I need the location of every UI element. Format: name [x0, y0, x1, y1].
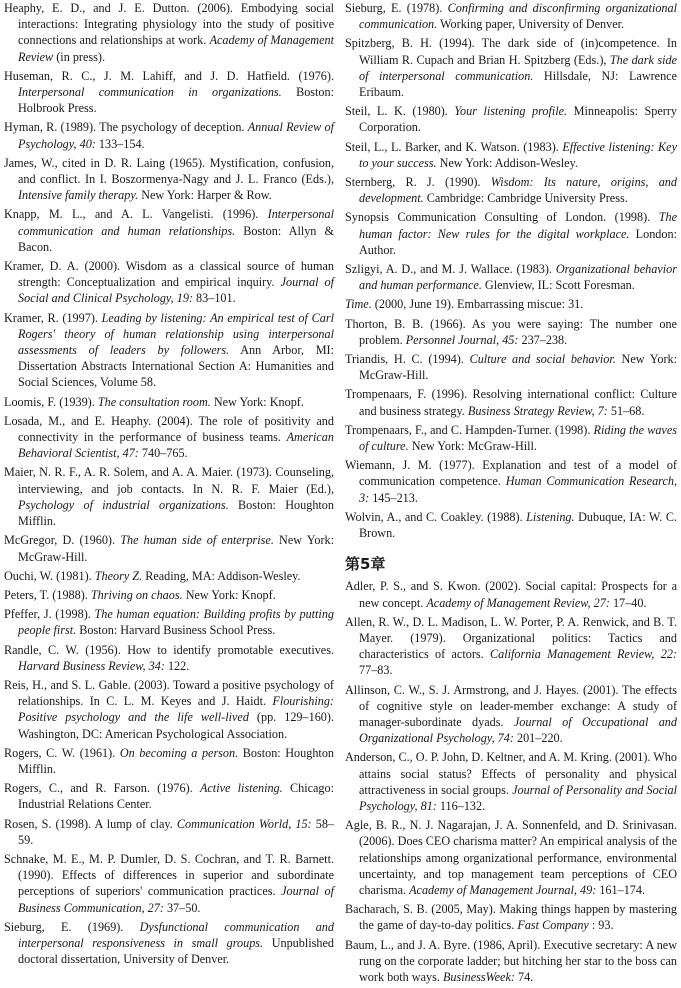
reference-entry [4, 780, 334, 812]
reference-text: Allinson, C. W., S. J. Armstrong, and J. Hayes. (2001). The effects of cognitive style on leader-member exchange: A study of manager-subordinate dyads. [345, 682, 677, 729]
reference-text: New York: Addison-Wesley. [436, 155, 578, 170]
reference-list-continued [345, 0, 677, 541]
reference-title: Listening. [526, 509, 575, 524]
reference-title: California Management Review, 22: [490, 647, 677, 662]
reference-text: Schnake, M. E., M. P. Dumler, D. S. Cochran, and T. R. Barnett. (1990). Effects of differences in superior and subordinate perceptions of superiors' communication practices. [4, 851, 334, 899]
reference-text: New York: Knopf. [210, 394, 304, 409]
reference-entry [4, 816, 334, 848]
reference-text: Pfeffer, J. (1998). [4, 607, 95, 622]
reference-text: Ouchi, W. (1981). [4, 568, 95, 583]
reference-title: Journal of Social and Clinical Psychology, 19: [18, 275, 334, 306]
reference-text: 83–101. [193, 291, 236, 306]
reference-entry [345, 261, 677, 293]
reference-text: Chicago: Industrial Relations Center. [18, 781, 334, 812]
reference-entry [4, 258, 334, 307]
reference-text: New York: McGraw-Hill. [18, 533, 334, 564]
reference-text: Reis, H., and S. L. Gable. (2003). Toward a positive psychology of relationships. In C. L. M. Keyes and J. Haidt. [4, 677, 334, 709]
reference-text: New York: McGraw-Hill. [359, 352, 677, 383]
right-column [345, 0, 677, 988]
reference-entry [345, 103, 677, 135]
reference-title: Human Communication Research, 3: [359, 474, 677, 505]
reference-text: Bacharach, S. B. (2005, May). Making things happen by mastering the game of day-to-day politics. [345, 902, 677, 933]
reference-text: Minneapolis: Sperry Corporation. [359, 104, 677, 135]
reference-title: Communication World, 15: [176, 816, 312, 831]
reference-entry [4, 119, 334, 151]
reference-entry [345, 937, 677, 986]
reference-text: Unpublished doctoral dissertation, University of Denver. [18, 935, 334, 967]
chapter-heading: 第5章 [345, 555, 386, 574]
reference-text: Peters, T. (1988). [4, 587, 91, 602]
reference-text: Baum, L., and J. A. Byre. (1986, April). Executive secretary: A new rung on the corporate ladder; but hitching her star to the boss can work both ways. [345, 937, 677, 984]
reference-text: 145–213. [369, 490, 418, 505]
reference-title: Theory Z. [94, 568, 143, 583]
reference-text: New York: McGraw-Hill. [408, 439, 537, 454]
reference-text: 237–238. [518, 332, 568, 347]
reference-title: The dark side of interpersonal communication. [359, 52, 677, 83]
reference-title: Academy of Management Review, 27: [426, 595, 610, 610]
reference-title: Personnel Journal, 45: [405, 332, 519, 347]
reference-entry [4, 919, 334, 968]
reference-text: 58–59. [18, 816, 335, 847]
reference-text: Losada, M., and E. Heaphy. (2004). The role of positivity and connectivity in the performance of business teams. [4, 413, 334, 445]
reference-entry [345, 209, 677, 258]
reference-title: Interpersonal communication and human relationships. [18, 207, 334, 238]
reference-text: Thorton, B. B. (1966). As you were saying: The number one problem. [345, 316, 677, 347]
reference-text: 51–68. [607, 403, 645, 418]
reference-title: Journal of Occupational and Organizational Psychology, 74: [359, 714, 677, 746]
reference-text: Randle, C. W. (1956). How to identify promotable executives. [4, 642, 334, 657]
reference-title: Fast Company [517, 918, 589, 933]
reference-text: Kramer, R. (1997). [4, 310, 102, 325]
reference-entry [345, 901, 677, 933]
reference-text: Knapp, M. L., and A. L. Vangelisti. (1996). [4, 207, 268, 222]
reference-entry [345, 457, 677, 506]
reference-text: New York: Knopf. [182, 587, 276, 602]
reference-text: (in press). [53, 49, 105, 64]
reference-entry [4, 745, 334, 777]
reference-text: Hyman, R. (1989). The psychology of deception. [4, 120, 248, 135]
reference-text: 122. [164, 658, 190, 673]
reference-text: : 93. [588, 918, 614, 933]
reference-entry [4, 155, 334, 204]
reference-entry [4, 413, 334, 462]
reference-entry [4, 68, 334, 117]
reference-entry [345, 817, 677, 898]
reference-text: Boston: Allyn & Bacon. [18, 223, 334, 254]
reference-entry [345, 296, 677, 312]
reference-text: Sieburg, E. (1969). [4, 919, 140, 934]
reference-text: Sternberg, R. J. (1990). [345, 175, 491, 190]
reference-title: Annual Review of Psychology, 40: [18, 120, 335, 151]
reference-text: 740–765. [138, 446, 188, 461]
reference-title: The human equation: Building profits by putting people first. [18, 607, 335, 638]
reference-text: Kramer, D. A. (2000). Wisdom as a classical source of human strength: Conceptualization and empirical inquiry. [4, 259, 334, 290]
reference-entry [4, 464, 334, 529]
reference-text: Steil, L., L. Barker, and K. Watson. (1983). [345, 139, 563, 154]
reference-title: Psychology of industrial organizations. [18, 497, 229, 512]
reference-entry [345, 139, 677, 171]
reference-text: Rogers, C. W. (1961). [4, 745, 120, 760]
reference-title: Dysfunctional communication and interpersonal responsiveness in small groups. [18, 919, 334, 950]
reference-title: Leading by listening: An empirical test of Carl Rogers' theory of human relationship using interpersonal assessments of leaders by followers. [18, 310, 334, 358]
reference-entry [4, 851, 334, 916]
reference-text: 133–154. [95, 136, 145, 151]
reference-title: On becoming a person. [119, 745, 239, 760]
reference-text: Working paper, University of Denver. [437, 17, 625, 32]
reference-entry [4, 206, 334, 255]
reference-text: Adler, P. S., and S. Kwon. (2002). Social capital: Prospects for a new concept. [345, 579, 677, 610]
reference-title: Time. [345, 297, 372, 312]
reference-text: James, W., cited in D. R. Laing (1965). Mystification, confusion, and conflict. In I. Boszormenya-Nagy and J. L. Franco (Eds.), [4, 155, 334, 187]
reference-text: Boston: Houghton Mifflin. [18, 745, 335, 776]
reference-title: Your listening profile. [454, 104, 568, 119]
reference-text: Reading, MA: Addison-Wesley. [142, 568, 301, 583]
reference-text: (2000, June 19). Embarrassing miscue: 31. [371, 297, 584, 312]
reference-text: Allen, R. W., D. L. Madison, L. W. Porter, P. A. Renwick, and B. T. Mayer. (1979). Organizational politics: Tactics and characteristics of actors. [345, 614, 677, 662]
reference-entry [345, 0, 677, 32]
reference-entry [345, 386, 677, 418]
reference-text: Agle, B. R., N. J. Nagarajan, J. A. Sonnenfeld, and D. Srinivasan. (2006). Does CEO charisma matter? An empirical analysis of the relationships among organizational performance, environmental uncertainty, and top management team perceptions of CEO charisma. [345, 818, 677, 897]
reference-entry [345, 174, 677, 206]
reference-text: 77–83. [359, 663, 393, 678]
reference-title: Effective listening: Key to your success. [359, 139, 677, 170]
reference-text: Cambridge: Cambridge University Press. [423, 191, 628, 206]
reference-entry [4, 677, 334, 742]
left-column [4, 0, 334, 970]
reference-text: Steil, L. K. (1980). [345, 104, 455, 119]
reference-title: Riding the waves of culture. [359, 422, 677, 454]
reference-entry [4, 0, 334, 65]
reference-title: Confirming and disconfirming organizational communication. [359, 1, 677, 32]
reference-title: Active listening. [199, 781, 283, 796]
reference-title: Journal of Personality and Social Psychology, 81: [359, 782, 677, 813]
reference-text: Dubuque, IA: W. C. Brown. [359, 509, 678, 541]
reference-entry [345, 578, 677, 610]
reference-entry [345, 316, 677, 348]
reference-text: Boston: Houghton Mifflin. [18, 497, 334, 529]
reference-entry [345, 509, 677, 541]
reference-text: Sieburg, E. (1978). [345, 1, 448, 15]
reference-title: Harvard Business Review, 34: [18, 658, 165, 673]
reference-title: Business Strategy Review, 7: [467, 403, 608, 418]
reference-text: (pp. 129–160). Washington, DC: American Psychological Association. [18, 710, 334, 741]
reference-title: American Behavioral Scientist, 47: [18, 430, 334, 461]
reference-title: Wisdom: Its nature, origins, and development. [359, 175, 677, 206]
reference-entry [4, 568, 334, 584]
reference-text: Wolvin, A., and C. Coakley. (1988). [345, 509, 527, 524]
reference-text: Glenview, IL: Scott Foresman. [481, 278, 635, 293]
reference-text: Rogers, C., and R. Farson. (1976). [4, 781, 200, 796]
reference-entry [345, 614, 677, 679]
reference-text: 201–220. [513, 731, 563, 746]
reference-text: London: Author. [359, 226, 677, 257]
reference-text: Maier, N. R. F., A. R. Solem, and A. A. Maier. (1973). Counseling, interviewing, and job contacts. In N. R. F. Maier (Ed.), [4, 465, 334, 496]
reference-text: Ann Arbor, MI: Dissertation Abstracts International Section A: Humanities and Social Sciences, Volume 58. [18, 343, 334, 390]
reference-text: 17–40. [609, 595, 647, 610]
reference-text: 161–174. [596, 882, 646, 897]
reference-list-chapter-5 [345, 578, 677, 985]
reference-title: Culture and social behavior. [469, 352, 616, 367]
reference-text: 74. [514, 969, 534, 984]
reference-entry [4, 587, 334, 603]
reference-entry [345, 35, 677, 100]
reference-entry [345, 682, 677, 747]
reference-text: New York: Harper & Row. [138, 188, 272, 203]
reference-title: The consultation room. [97, 394, 211, 409]
reference-title: The human factor: New rules for the digital workplace. [359, 210, 677, 241]
reference-title: Interpersonal communication in organizations. [18, 85, 282, 100]
reference-title: Organizational behavior and human performance. [359, 262, 677, 293]
reference-entry [4, 606, 334, 638]
reference-text: Rosen, S. (1998). A lump of clay. [4, 816, 177, 831]
reference-text: Loomis, F. (1939). [4, 394, 98, 409]
reference-title: BusinessWeek: [442, 969, 515, 984]
reference-text: Triandis, H. C. (1994). [345, 352, 470, 367]
reference-text: Boston: Harvard Business School Press. [76, 623, 276, 638]
reference-text: Anderson, C., O. P. John, D. Keltner, and A. M. Kring. (2001). Who attains social status? Effects of personality and physical attractiveness in social groups. [345, 750, 677, 797]
reference-title: Academy of Management Journal, 49: [409, 882, 597, 897]
reference-title: Journal of Business Communication, 27: [18, 884, 334, 915]
reference-entry [4, 394, 334, 410]
reference-text: Wiemann, J. M. (1977). Explanation and test of a model of communication competence. [345, 458, 677, 489]
reference-entry [345, 422, 677, 454]
reference-entry [4, 310, 334, 391]
reference-title: The human side of enterprise. [120, 533, 274, 548]
reference-text: Heaphy, E. D., and J. E. Dutton. (2006). Embodying social interactions: Integrating physiology into the study of positive connections and relationships at work. [4, 1, 334, 48]
reference-text: Spitzberg, B. H. (1994). The dark side of (in)competence. In William R. Cupach and Brian H. Spitzberg (Eds.), [345, 36, 677, 67]
reference-text: 37–50. [163, 900, 201, 915]
reference-text: Hillsdale, NJ: Lawrence Eribaum. [359, 68, 678, 100]
reference-entry [4, 532, 334, 564]
reference-text: Trompenaars, F. (1996). Resolving international conflict: Culture and business strategy. [345, 387, 677, 418]
reference-text: Huseman, R. C., J. M. Lahiff, and J. D. Hatfield. (1976). [4, 68, 334, 83]
reference-text: Boston: Holbrook Press. [18, 85, 334, 116]
reference-title: Academy of Management Review [18, 33, 334, 64]
reference-entry [345, 749, 677, 814]
reference-text: Szligyi, A. D., and M. J. Wallace. (1983). [345, 262, 556, 277]
reference-text: Trompenaars, F., and C. Hampden-Turner. (1998). [345, 422, 594, 437]
reference-text: McGregor, D. (1960). [4, 533, 121, 548]
reference-entry [4, 642, 334, 674]
reference-title: Intensive family therapy. [18, 188, 139, 203]
reference-title: Flourishing: Positive psychology and the life well-lived [18, 694, 334, 725]
reference-text: 116–132. [436, 798, 486, 813]
reference-text: Synopsis Communication Consulting of London. (1998). [345, 210, 659, 225]
reference-entry [345, 351, 677, 383]
reference-title: Thriving on chaos. [90, 587, 183, 602]
